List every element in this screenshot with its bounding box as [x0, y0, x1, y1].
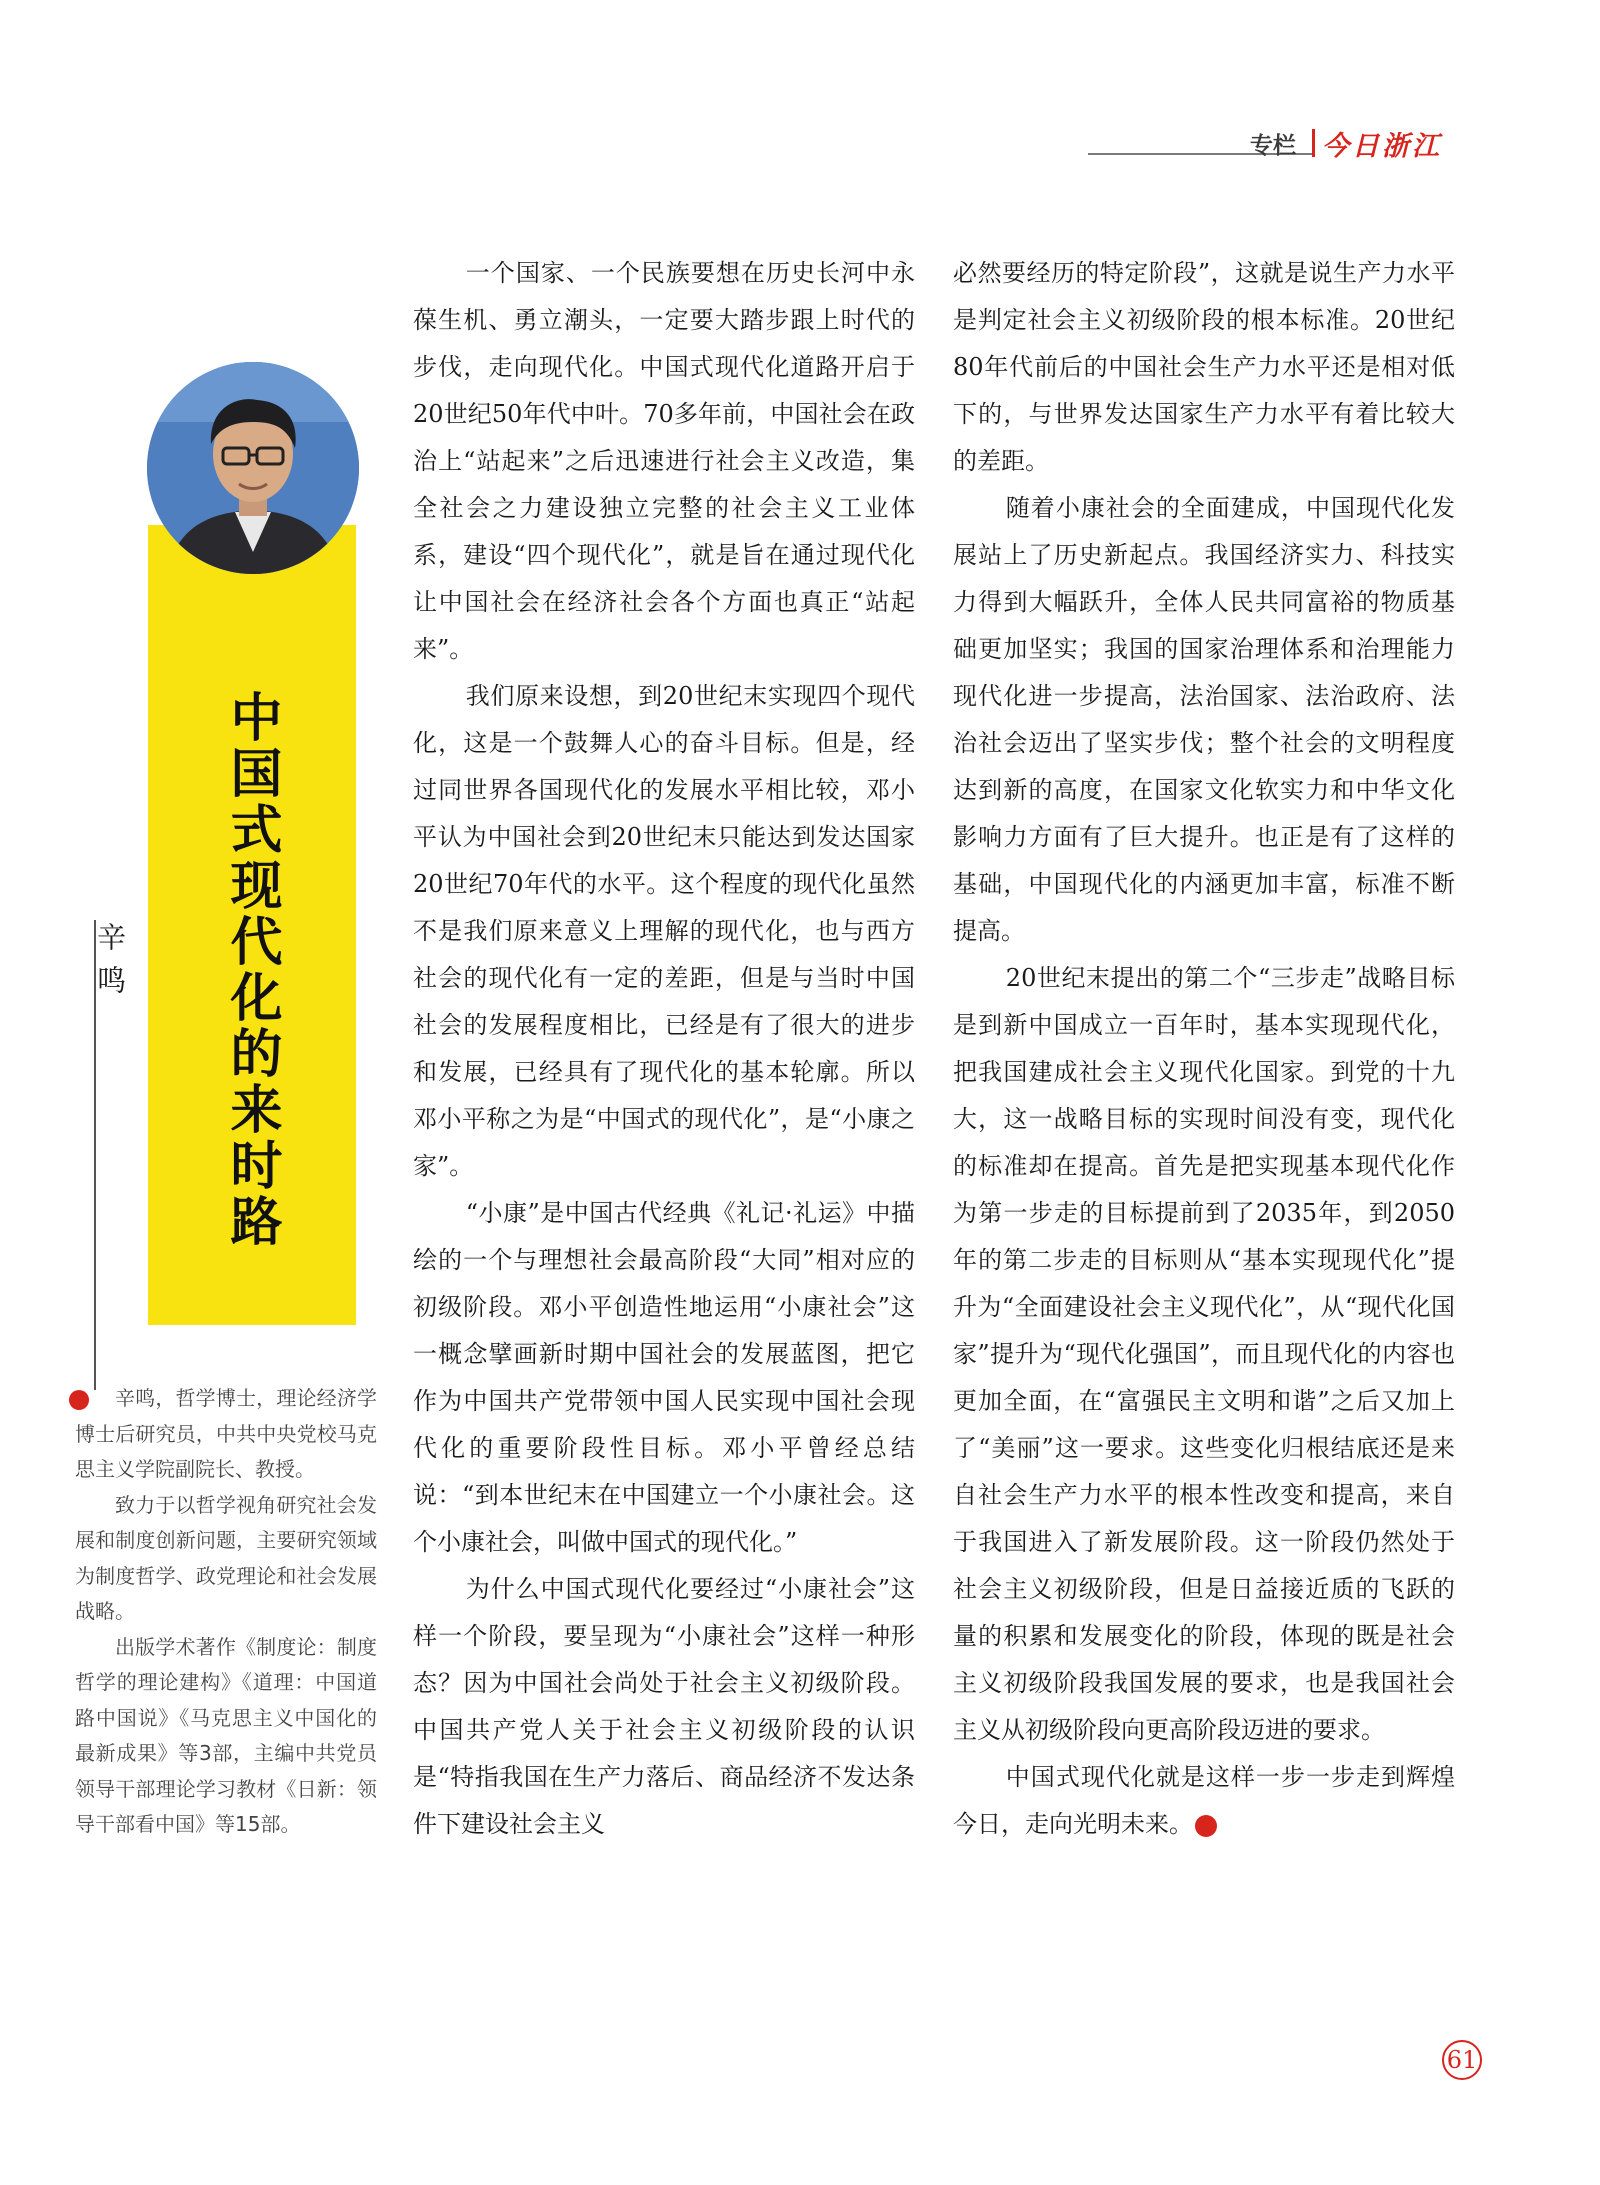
closing-text: 中国式现代化就是这样一步一步走到辉煌今日，走向光明未来。 — [953, 1763, 1455, 1838]
author-portrait — [147, 362, 359, 574]
end-mark-icon: 今 — [1195, 1815, 1217, 1837]
body-paragraph: 我们原来设想，到20世纪末实现四个现代化，这是一个鼓舞人心的奋斗目标。但是，经过同世界各国现代化的发展水平相比较，邓小平认为中国社会到20世纪末只能达到发达国家20世纪70年代的水平。这个程度的现代化虽然不是我们原来意义上理解的现代化，也与西方社会的现代化有一定的差距，但是与当时中国社会的发展程度相比，已经是有了很大的进步和发展，已经具有了现代化的基本轮廓。所以邓小平称之为是“中国式的现代化”，是“小康之家”。 — [413, 682, 915, 1180]
page-number: 61 — [1442, 2040, 1482, 2080]
author-bio — [75, 1381, 377, 1843]
article-title: 中国式现代化的来时路 — [221, 690, 281, 1250]
portrait-illustration — [147, 362, 359, 574]
bio-paragraph: 出版学术著作《制度论：制度哲学的理论建构》《道理：中国道路中国说》《马克思主义中国化的最新成果》等3部，主编中共党员领导干部理论学习教材《日新：领导干部看中国》等15部。 — [75, 1634, 377, 1836]
bio-paragraph: 致力于以哲学视角研究社会发展和制度创新问题，主要研究领域为制度哲学、政党理论和社会发展战略。 — [75, 1492, 377, 1623]
body-column-1 — [413, 250, 915, 1848]
header-divider — [1312, 129, 1315, 157]
body-column-2 — [953, 250, 1455, 1848]
body-paragraph-continued: 必然要经历的特定阶段”，这就是说生产力水平是判定社会主义初级阶段的根本标准。20世纪80年代前后的中国社会生产力水平还是相对低下的，与世界发达国家生产力水平有着比较大的差距。 — [953, 259, 1455, 475]
brand-logo: 今日浙江 — [1322, 131, 1442, 162]
body-paragraph: 一个国家、一个民族要想在历史长河中永葆生机、勇立潮头，一定要大踏步跟上时代的步伐，走向现代化。中国式现代化道路开启于20世纪50年代中叶。70多年前，中国社会在政治上“站起来”之后迅速进行社会主义改造，集全社会之力建设独立完整的社会主义工业体系，建设“四个现代化”，就是旨在通过现代化让中国社会在经济社会各个方面也真正“站起来”。 — [413, 259, 915, 663]
body-paragraph: “小康”是中国古代经典《礼记·礼运》中描绘的一个与理想社会最高阶段“大同”相对应的初级阶段。邓小平创造性地运用“小康社会”这一概念擘画新时期中国社会的发展蓝图，把它作为中国共产党带领中国人民实现中国社会现代化的重要阶段性目标。邓小平曾经总结说：“到本世纪末在中国建立一个小康社会。这个小康社会，叫做中国式的现代化。” — [413, 1199, 915, 1556]
author-name: 辛鸣 — [93, 922, 127, 1008]
body-paragraph: 20世纪末提出的第二个“三步走”战略目标是到新中国成立一百年时，基本实现现代化，把我国建成社会主义现代化国家。到党的十九大，这一战略目标的实现时间没有变，现代化的标准却在提高。首先是把实现基本现代化作为第一步走的目标提前到了2035年，到2050年的第二步走的目标则从“基本实现现代化”提升为“全面建设社会主义现代化”，从“现代化国家”提升为“现代化强国”，而且现代化的内容也更加全面，在“富强民主文明和谐”之后又加上了“美丽”这一要求。这些变化归根结底还是来自社会生产力水平的根本性改变和提高，来自于我国进入了新发展阶段。这一阶段仍然处于社会主义初级阶段，但是日益接近质的飞跃的量的积累和发展变化的阶段，体现的既是社会主义初级阶段我国发展的要求，也是我国社会主义从初级阶段向更高阶段迈进的要求。 — [953, 964, 1455, 1744]
body-paragraph: 随着小康社会的全面建成，中国现代化发展站上了历史新起点。我国经济实力、科技实力得到大幅跃升，全体人民共同富裕的物质基础更加坚实；我国的国家治理体系和治理能力现代化进一步提高，法治国家、法治政府、法治社会迈出了坚实步伐；整个社会的文明程度达到新的高度，在国家文化软实力和中华文化影响力方面有了巨大提升。也正是有了这样的基础，中国现代化的内涵更加丰富，标准不断提高。 — [953, 494, 1455, 945]
column-label: 专栏 — [1250, 133, 1296, 159]
closing-paragraph — [953, 1754, 1455, 1848]
bio-paragraph: 辛鸣，哲学博士，理论经济学博士后研究员，中共中央党校马克思主义学院副院长、教授。 — [75, 1386, 377, 1481]
body-paragraph: 为什么中国式现代化要经过“小康社会”这样一个阶段，要呈现为“小康社会”这样一种形态？因为中国社会尚处于社会主义初级阶段。中国共产党人关于社会主义初级阶段的认识是“特指我国在生产力落后、商品经济不发达条件下建设社会主义 — [413, 1575, 915, 1838]
